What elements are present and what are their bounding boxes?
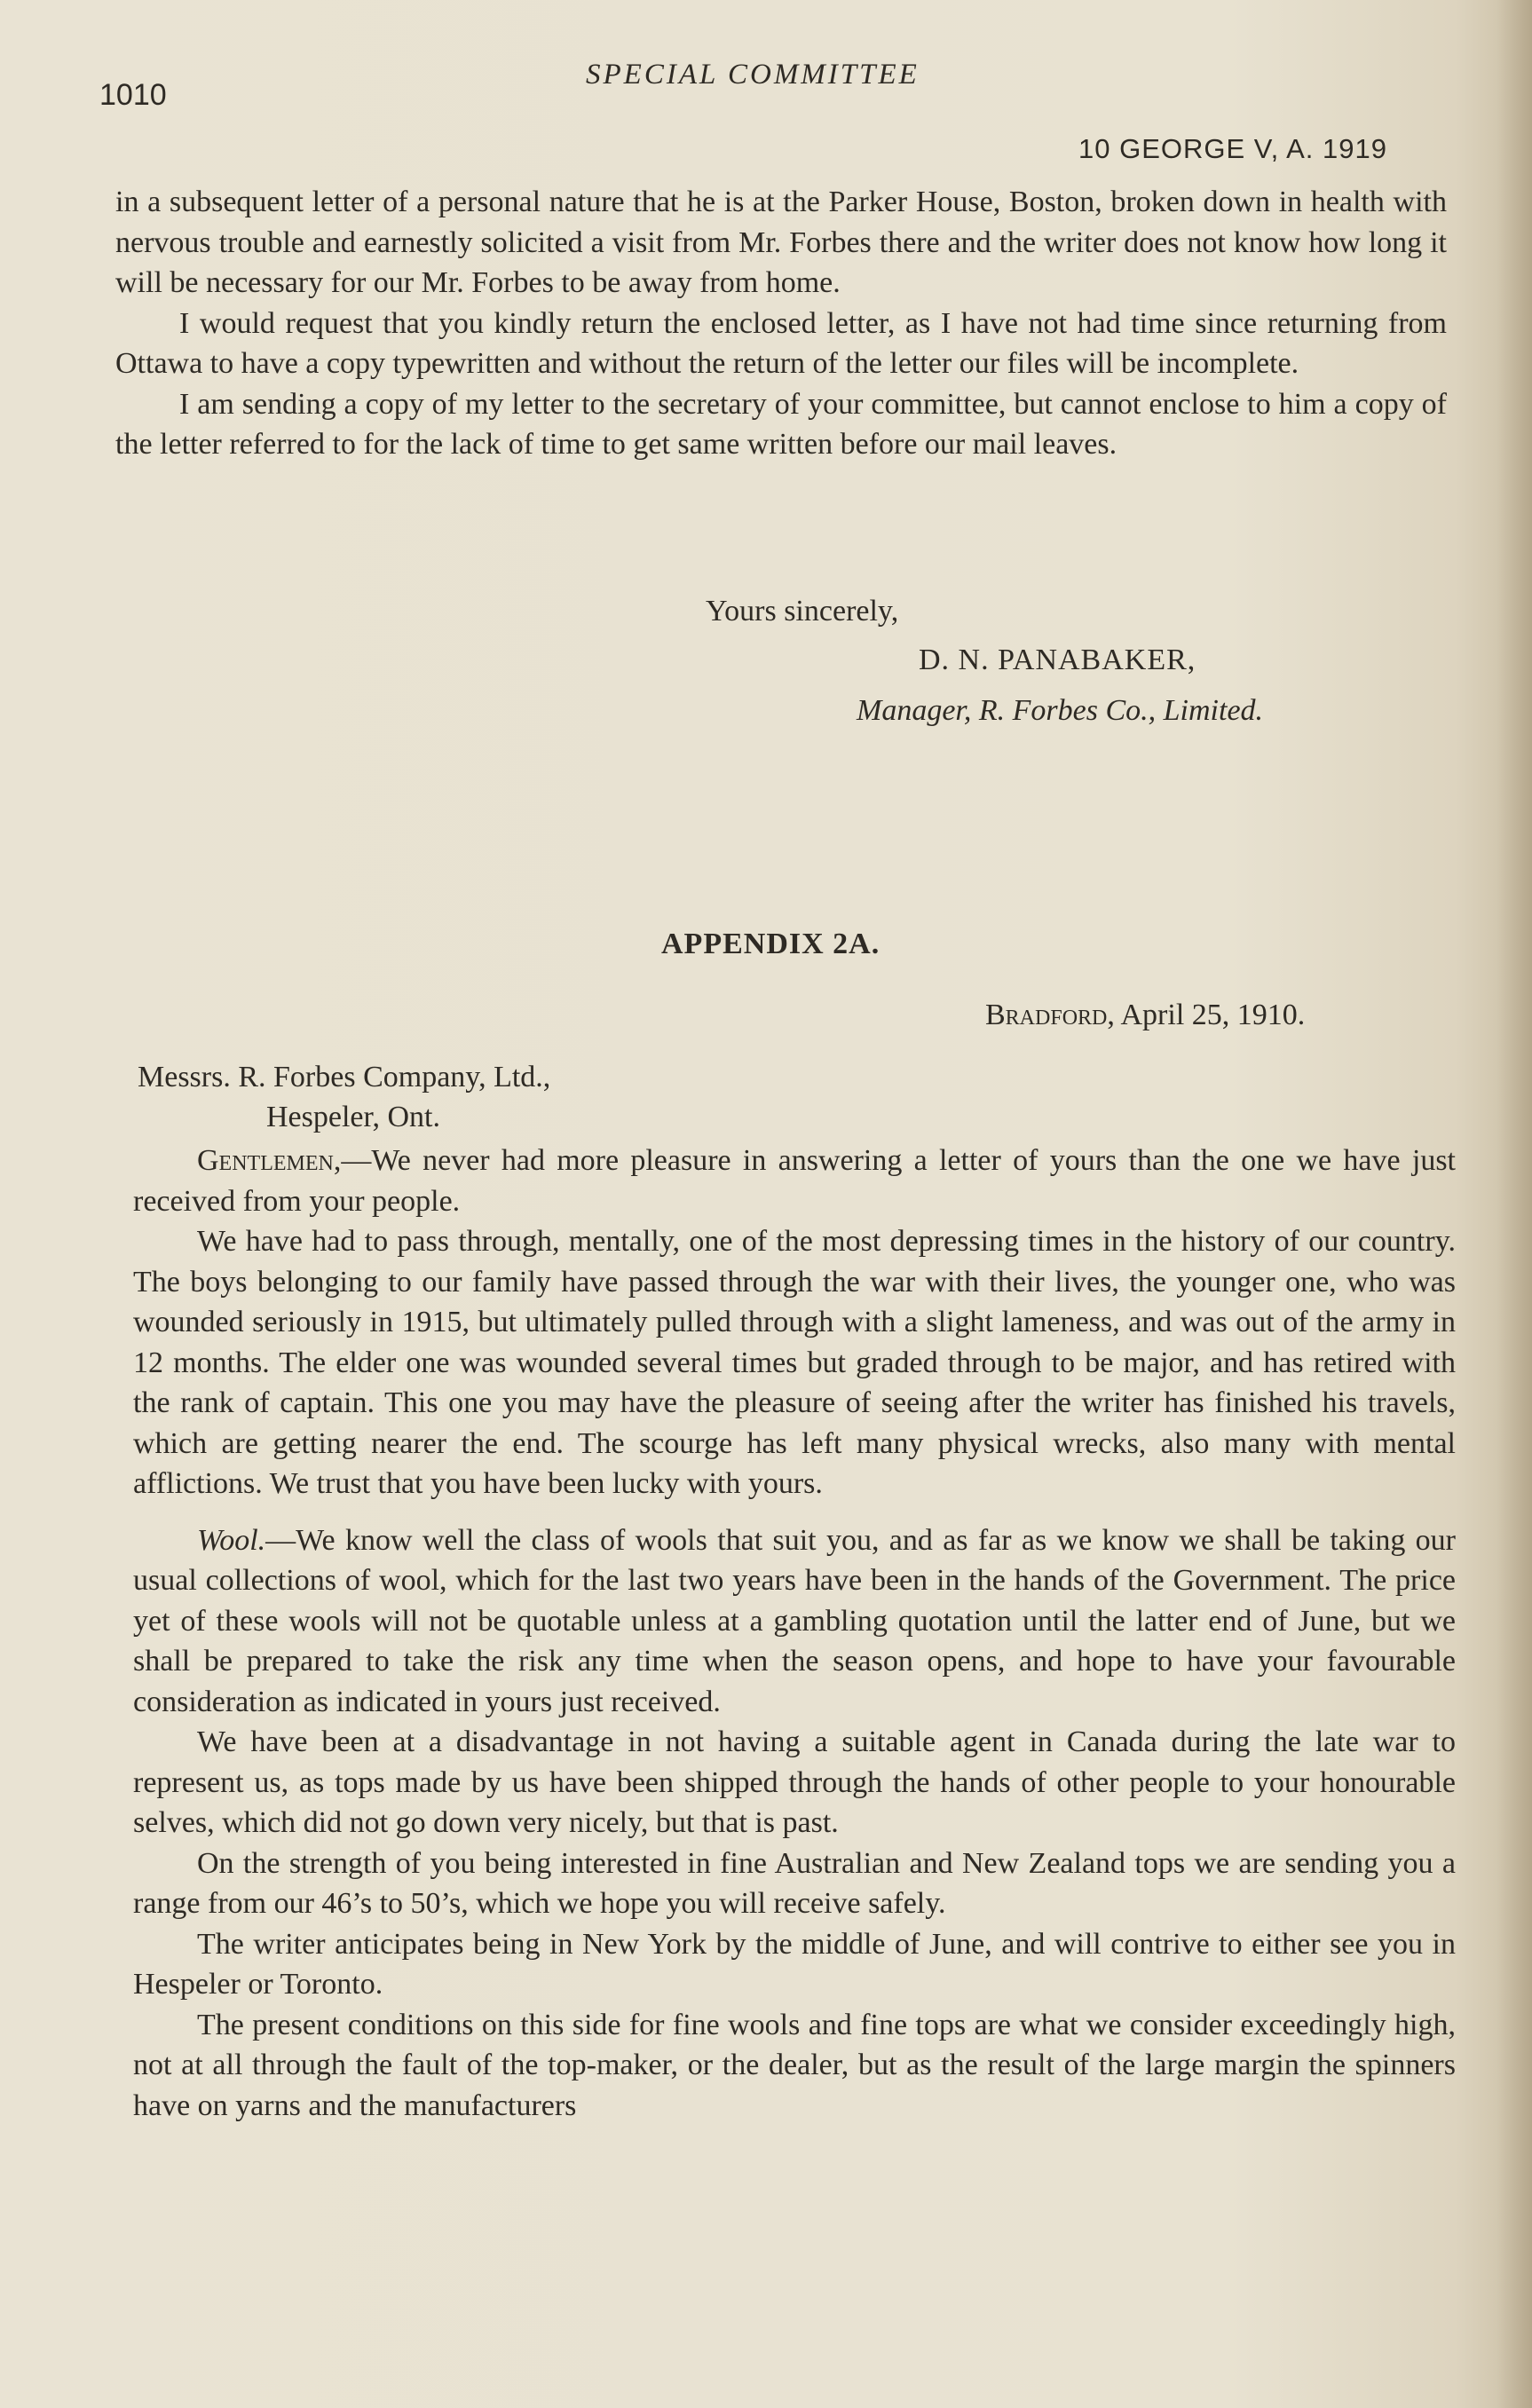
- dateline-date: April 25, 1910.: [1120, 999, 1306, 1031]
- appendix-title: APPENDIX 2A.: [661, 928, 881, 960]
- appendix-paragraph: The present conditions on this side for fine wools and fine tops are what we consider exceedingly high, not at all through the fault of the top-maker, or the dealer, but as the result of the large margin the spinners have on yarns and the manufacturers: [133, 2008, 1456, 2122]
- signature-title: Manager, R. Forbes Co., Limited.: [857, 694, 1264, 727]
- wool-paragraph: [133, 1520, 1456, 1723]
- letter-paragraph: in a subsequent letter of a personal nature that he is at the Parker House, Boston, broken down in health with nervous trouble and earnestly solicited a visit from Mr. Forbes there and the writer does not know how long it will be necessary for our Mr. Forbes to be away from home.: [115, 186, 1447, 299]
- dateline-place: Bradford,: [985, 999, 1115, 1031]
- salutation: Gentlemen,: [197, 1144, 342, 1177]
- signature-name: D. N. PANABAKER,: [919, 643, 1196, 676]
- running-head: SPECIAL COMMITTEE: [586, 59, 920, 91]
- appendix-body: [133, 1141, 1456, 2126]
- appendix-paragraph: The writer anticipates being in New York by the middle of June, and will contrive to either see you in Hespeler or Toronto.: [133, 1927, 1456, 2001]
- wool-text: —We know well the class of wools that suit you, and as far as we know we shall be taking our usual collections of wool, which for the last two years have been in the hands of the Government. The price yet of these wools will not be quotable unless at a gambling quotation until the latter end of June, but we shall be prepared to take the risk any time when the season opens, and hope to have your favourable consideration as indicated in yours just received.: [133, 1523, 1456, 1718]
- letter-closing: Yours sincerely,: [706, 595, 899, 628]
- address-line-2: Hespeler, Ont.: [266, 1101, 440, 1133]
- page-edge-shadow: [1496, 0, 1532, 2408]
- letter-paragraph: I would request that you kindly return the enclosed letter, as I have not had time since returning from Ottawa to have a copy typewritten and without the return of the letter our files will be incomplete.: [115, 306, 1447, 380]
- address-line-1: Messrs. R. Forbes Company, Ltd.,: [138, 1061, 551, 1093]
- page-number: 1010: [99, 78, 167, 112]
- salutation-text: —We never had more pleasure in answering a letter of yours than the one we have just received from your people.: [133, 1144, 1456, 1218]
- appendix-paragraph: [133, 1141, 1456, 1221]
- wool-heading: Wool.: [197, 1523, 266, 1557]
- session-reference: 10 GEORGE V, A. 1919: [1078, 133, 1387, 164]
- appendix-paragraph: We have had to pass through, mentally, one of the most depressing times in the history of our country. The boys belonging to our family have passed through the war with their lives, the younger one, who was wounded seriously in 1915, but ultimately pulled through with a slight lameness, and was out of the army in 12 months. The elder one was wounded several times but graded through to be major, and has retired with the rank of captain. This one you may have the pleasure of seeing after the writer has finished his travels, which are getting nearer the end. The scourge has left many physical wrecks, also many with mental afflictions. We trust that you have been lucky with yours.: [133, 1225, 1456, 1500]
- letter-body: [115, 182, 1447, 465]
- dateline: [985, 999, 1305, 1032]
- letter-paragraph: I am sending a copy of my letter to the secretary of your committee, but cannot enclose to him a copy of the letter referred to for the lack of time to get same written before our mail leaves.: [115, 387, 1447, 461]
- appendix-paragraph: We have been at a disadvantage in not having a suitable agent in Canada during the late war to represent us, as tops made by us have been shipped through the hands of other people to your honourable selves, which did not go down very nicely, but that is past.: [133, 1725, 1456, 1839]
- appendix-paragraph: On the strength of you being interested in fine Australian and New Zealand tops we are sending you a range from our 46’s to 50’s, which we hope you will receive safely.: [133, 1846, 1456, 1920]
